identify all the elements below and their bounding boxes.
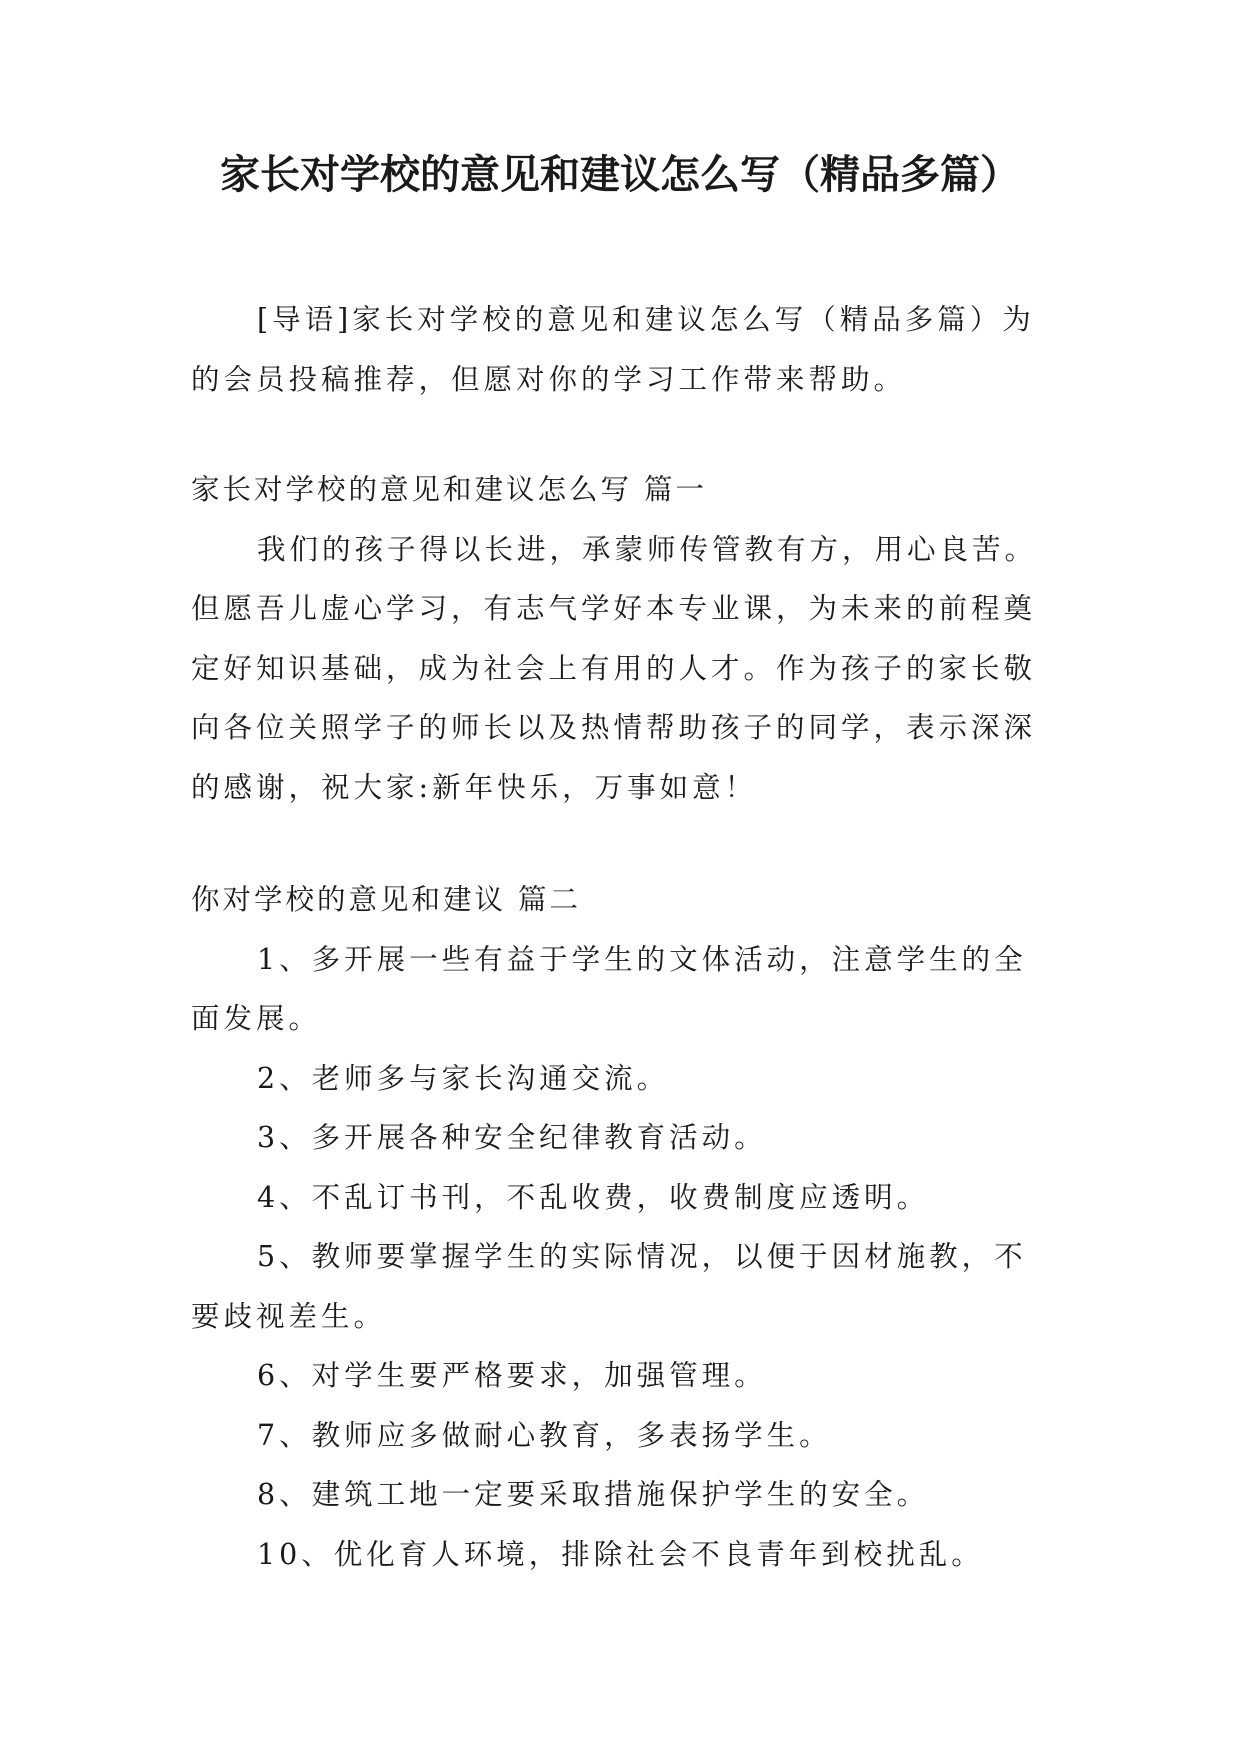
- section-1-paragraph: 我们的孩子得以长进，承蒙师传管教有方，用心良苦。但愿吾儿虚心学习，有志气学好本专业课，为未来的前程奠定好知识基础，成为社会上有用的人才。作为孩子的家长敬向各位关照学子的师长以及热情帮助孩子的同学，表示深深的感谢，祝大家:新年快乐，万事如意！: [191, 532, 1038, 804]
- list-item: 3、多开展各种安全纪律教育活动。: [257, 1121, 767, 1154]
- section-heading-1: 家长对学校的意见和建议怎么写 篇一: [191, 473, 708, 506]
- list-item: 4、不乱订书刊，不乱收费，收费制度应透明。: [257, 1180, 930, 1214]
- list-item: 6、对学生要严格要求，加强管理。: [257, 1359, 767, 1392]
- document-title: 家长对学校的意见和建议怎么写（精品多篇）: [220, 152, 1020, 198]
- list-item: 7、教师应多做耐心教育，多表扬学生。: [257, 1418, 832, 1452]
- list-item: 1、多开展一些有益于学生的文体活动，注意学生的全面发展。: [191, 942, 1027, 1035]
- document-body: [191, 290, 1053, 1584]
- intro-paragraph: [导语]家长对学校的意见和建议怎么写（精品多篇）为的会员投稿推荐，但愿对你的学习工作带来帮助。: [191, 303, 1035, 396]
- list-item: 5、教师要掌握学生的实际情况，以便于因材施教，不要歧视差生。: [191, 1240, 1027, 1333]
- list-item: 2、老师多与家长沟通交流。: [257, 1061, 670, 1095]
- section-heading-2: 你对学校的意见和建议 篇二: [191, 883, 582, 916]
- list-item: 8、建筑工地一定要采取措施保护学生的安全。: [257, 1478, 930, 1511]
- list-item: 10、优化育人环境，排除社会不良青年到校扰乱。: [257, 1537, 984, 1571]
